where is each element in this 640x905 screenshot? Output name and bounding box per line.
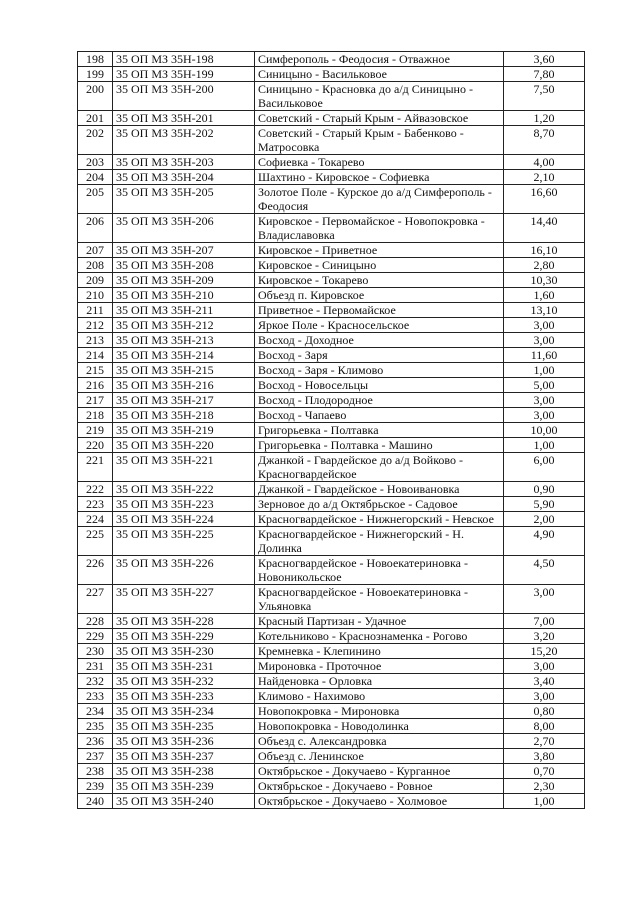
table-row [78,318,585,333]
row-number: 236 [78,734,113,749]
table-row [78,333,585,348]
row-number: 239 [78,779,113,794]
road-code: 35 ОП МЗ 35Н-233 [113,689,255,704]
road-length: 3,00 [504,689,585,704]
road-code: 35 ОП МЗ 35Н-229 [113,629,255,644]
road-route: Восход - Заря - Климово [255,363,504,378]
row-number: 198 [78,52,113,67]
road-length: 0,90 [504,482,585,497]
row-number: 205 [78,185,113,214]
road-route: Шахтино - Кировское - Софиевка [255,170,504,185]
road-length: 15,20 [504,644,585,659]
road-length: 3,00 [504,585,585,614]
table-row [78,52,585,67]
road-route: Кировское - Приветное [255,243,504,258]
row-number: 225 [78,527,113,556]
row-number: 220 [78,438,113,453]
road-length: 2,10 [504,170,585,185]
road-code: 35 ОП МЗ 35Н-228 [113,614,255,629]
row-number: 214 [78,348,113,363]
table-row [78,82,585,111]
road-route: Восход - Плодородное [255,393,504,408]
road-code: 35 ОП МЗ 35Н-224 [113,512,255,527]
road-code: 35 ОП МЗ 35Н-205 [113,185,255,214]
road-code: 35 ОП МЗ 35Н-219 [113,423,255,438]
table-row [78,779,585,794]
table-row [78,243,585,258]
road-code: 35 ОП МЗ 35Н-223 [113,497,255,512]
table-row [78,659,585,674]
row-number: 233 [78,689,113,704]
road-code: 35 ОП МЗ 35Н-207 [113,243,255,258]
row-number: 237 [78,749,113,764]
road-length: 16,10 [504,243,585,258]
road-length: 1,00 [504,363,585,378]
road-length: 1,00 [504,794,585,809]
table-row [78,423,585,438]
road-route: Восход - Чапаево [255,408,504,423]
road-length: 2,00 [504,512,585,527]
road-code: 35 ОП МЗ 35Н-231 [113,659,255,674]
road-route: Объезд с. Александровка [255,734,504,749]
table-row [78,453,585,482]
table-row [78,556,585,585]
road-code: 35 ОП МЗ 35Н-214 [113,348,255,363]
road-route: Григорьевка - Полтавка - Машино [255,438,504,453]
table-row [78,170,585,185]
road-route: Джанкой - Гвардейское - Новоивановка [255,482,504,497]
road-code: 35 ОП МЗ 35Н-215 [113,363,255,378]
table-row [78,214,585,243]
road-code: 35 ОП МЗ 35Н-216 [113,378,255,393]
row-number: 223 [78,497,113,512]
road-route: Восход - Заря [255,348,504,363]
road-route: Кремневка - Клепинино [255,644,504,659]
road-route: Зерновое до а/д Октябрьское - Садовое [255,497,504,512]
table-row [78,629,585,644]
road-code: 35 ОП МЗ 35Н-220 [113,438,255,453]
road-route: Синицыно - Васильковое [255,67,504,82]
road-route: Золотое Поле - Курское до а/д Симферополь - Феодосия [255,185,504,214]
road-length: 3,00 [504,408,585,423]
road-length: 10,30 [504,273,585,288]
road-length: 5,90 [504,497,585,512]
road-route: Красногвардейское - Нижнегорский - Н. Долинка [255,527,504,556]
road-length: 11,60 [504,348,585,363]
road-code: 35 ОП МЗ 35Н-211 [113,303,255,318]
row-number: 229 [78,629,113,644]
road-route: Григорьевка - Полтавка [255,423,504,438]
road-code: 35 ОП МЗ 35Н-212 [113,318,255,333]
road-route: Яркое Поле - Красносельское [255,318,504,333]
road-length: 2,70 [504,734,585,749]
table-row [78,749,585,764]
row-number: 209 [78,273,113,288]
road-route: Октябрьское - Докучаево - Курганное [255,764,504,779]
roads-table [77,51,585,809]
row-number: 202 [78,126,113,155]
road-code: 35 ОП МЗ 35Н-239 [113,779,255,794]
row-number: 207 [78,243,113,258]
road-length: 2,80 [504,258,585,273]
road-length: 3,00 [504,333,585,348]
table-row [78,644,585,659]
road-length: 14,40 [504,214,585,243]
table-row [78,111,585,126]
road-route: Кировское - Токарево [255,273,504,288]
row-number: 203 [78,155,113,170]
row-number: 219 [78,423,113,438]
table-row [78,512,585,527]
table-row [78,764,585,779]
row-number: 216 [78,378,113,393]
road-route: Красногвардейское - Новоекатериновка - Новоникольское [255,556,504,585]
road-route: Объезд с. Ленинское [255,749,504,764]
row-number: 201 [78,111,113,126]
table-row [78,303,585,318]
row-number: 228 [78,614,113,629]
road-length: 3,60 [504,52,585,67]
road-code: 35 ОП МЗ 35Н-209 [113,273,255,288]
road-code: 35 ОП МЗ 35Н-234 [113,704,255,719]
road-length: 3,00 [504,659,585,674]
road-length: 6,00 [504,453,585,482]
road-length: 5,00 [504,378,585,393]
row-number: 199 [78,67,113,82]
row-number: 230 [78,644,113,659]
table-row [78,348,585,363]
row-number: 218 [78,408,113,423]
road-length: 3,00 [504,318,585,333]
road-route: Октябрьское - Докучаево - Ровное [255,779,504,794]
road-code: 35 ОП МЗ 35Н-221 [113,453,255,482]
road-length: 3,20 [504,629,585,644]
row-number: 215 [78,363,113,378]
table-row [78,734,585,749]
row-number: 238 [78,764,113,779]
table-row [78,794,585,809]
road-code: 35 ОП МЗ 35Н-206 [113,214,255,243]
road-length: 0,80 [504,704,585,719]
road-code: 35 ОП МЗ 35Н-217 [113,393,255,408]
row-number: 221 [78,453,113,482]
row-number: 208 [78,258,113,273]
road-route: Объезд п. Кировское [255,288,504,303]
road-route: Кировское - Первомайское - Новопокровка - Владиславовка [255,214,504,243]
road-route: Советский - Старый Крым - Айвазовское [255,111,504,126]
road-code: 35 ОП МЗ 35Н-230 [113,644,255,659]
table-row [78,482,585,497]
road-code: 35 ОП МЗ 35Н-204 [113,170,255,185]
road-length: 7,80 [504,67,585,82]
road-length: 4,90 [504,527,585,556]
road-code: 35 ОП МЗ 35Н-238 [113,764,255,779]
road-route: Мироновка - Проточное [255,659,504,674]
road-route: Софиевка - Токарево [255,155,504,170]
road-length: 10,00 [504,423,585,438]
table-row [78,258,585,273]
table-row [78,689,585,704]
table-row [78,126,585,155]
row-number: 231 [78,659,113,674]
road-code: 35 ОП МЗ 35Н-201 [113,111,255,126]
road-code: 35 ОП МЗ 35Н-199 [113,67,255,82]
road-length: 0,70 [504,764,585,779]
road-code: 35 ОП МЗ 35Н-226 [113,556,255,585]
road-length: 4,50 [504,556,585,585]
table-row [78,674,585,689]
table-row [78,585,585,614]
row-number: 212 [78,318,113,333]
road-route: Восход - Новосельцы [255,378,504,393]
road-code: 35 ОП МЗ 35Н-202 [113,126,255,155]
road-route: Приветное - Первомайское [255,303,504,318]
row-number: 226 [78,556,113,585]
road-length: 1,20 [504,111,585,126]
row-number: 240 [78,794,113,809]
road-length: 3,40 [504,674,585,689]
road-length: 13,10 [504,303,585,318]
road-length: 16,60 [504,185,585,214]
table-row [78,185,585,214]
row-number: 204 [78,170,113,185]
road-length: 8,70 [504,126,585,155]
table-row [78,719,585,734]
table-row [78,273,585,288]
road-route: Синицыно - Красновка до а/д Синицыно - Васильковое [255,82,504,111]
table-row [78,527,585,556]
road-code: 35 ОП МЗ 35Н-236 [113,734,255,749]
table-row [78,155,585,170]
road-length: 3,00 [504,393,585,408]
road-code: 35 ОП МЗ 35Н-225 [113,527,255,556]
road-route: Новопокровка - Новодолинка [255,719,504,734]
road-code: 35 ОП МЗ 35Н-222 [113,482,255,497]
road-route: Котельниково - Краснознаменка - Рогово [255,629,504,644]
table-row [78,363,585,378]
roads-table-body [78,52,585,809]
document-page [77,51,585,809]
road-code: 35 ОП МЗ 35Н-200 [113,82,255,111]
road-route: Восход - Доходное [255,333,504,348]
table-row [78,438,585,453]
road-length: 3,80 [504,749,585,764]
table-row [78,408,585,423]
road-route: Климово - Нахимово [255,689,504,704]
road-code: 35 ОП МЗ 35Н-227 [113,585,255,614]
row-number: 210 [78,288,113,303]
road-code: 35 ОП МЗ 35Н-218 [113,408,255,423]
road-code: 35 ОП МЗ 35Н-198 [113,52,255,67]
table-row [78,704,585,719]
row-number: 227 [78,585,113,614]
row-number: 224 [78,512,113,527]
road-code: 35 ОП МЗ 35Н-235 [113,719,255,734]
road-code: 35 ОП МЗ 35Н-210 [113,288,255,303]
row-number: 200 [78,82,113,111]
road-route: Октябрьское - Докучаево - Холмовое [255,794,504,809]
road-route: Симферополь - Феодосия - Отважное [255,52,504,67]
table-row [78,288,585,303]
road-route: Новопокровка - Мироновка [255,704,504,719]
road-length: 8,00 [504,719,585,734]
table-row [78,614,585,629]
road-route: Советский - Старый Крым - Бабенково - Матросовка [255,126,504,155]
road-route: Найденовка - Орловка [255,674,504,689]
table-row [78,497,585,512]
road-route: Джанкой - Гвардейское до а/д Войково - Красногвардейское [255,453,504,482]
road-length: 7,00 [504,614,585,629]
road-code: 35 ОП МЗ 35Н-203 [113,155,255,170]
row-number: 235 [78,719,113,734]
row-number: 213 [78,333,113,348]
road-length: 2,30 [504,779,585,794]
row-number: 217 [78,393,113,408]
road-length: 4,00 [504,155,585,170]
table-row [78,67,585,82]
road-length: 1,60 [504,288,585,303]
road-code: 35 ОП МЗ 35Н-240 [113,794,255,809]
row-number: 211 [78,303,113,318]
road-code: 35 ОП МЗ 35Н-213 [113,333,255,348]
row-number: 232 [78,674,113,689]
road-code: 35 ОП МЗ 35Н-208 [113,258,255,273]
road-length: 1,00 [504,438,585,453]
table-row [78,393,585,408]
row-number: 206 [78,214,113,243]
road-length: 7,50 [504,82,585,111]
table-row [78,378,585,393]
road-route: Кировское - Синицыно [255,258,504,273]
road-route: Красногвардейское - Нижнегорский - Невское [255,512,504,527]
row-number: 222 [78,482,113,497]
road-code: 35 ОП МЗ 35Н-232 [113,674,255,689]
road-route: Красногвардейское - Новоекатериновка - Ульяновка [255,585,504,614]
road-code: 35 ОП МЗ 35Н-237 [113,749,255,764]
road-route: Красный Партизан - Удачное [255,614,504,629]
row-number: 234 [78,704,113,719]
